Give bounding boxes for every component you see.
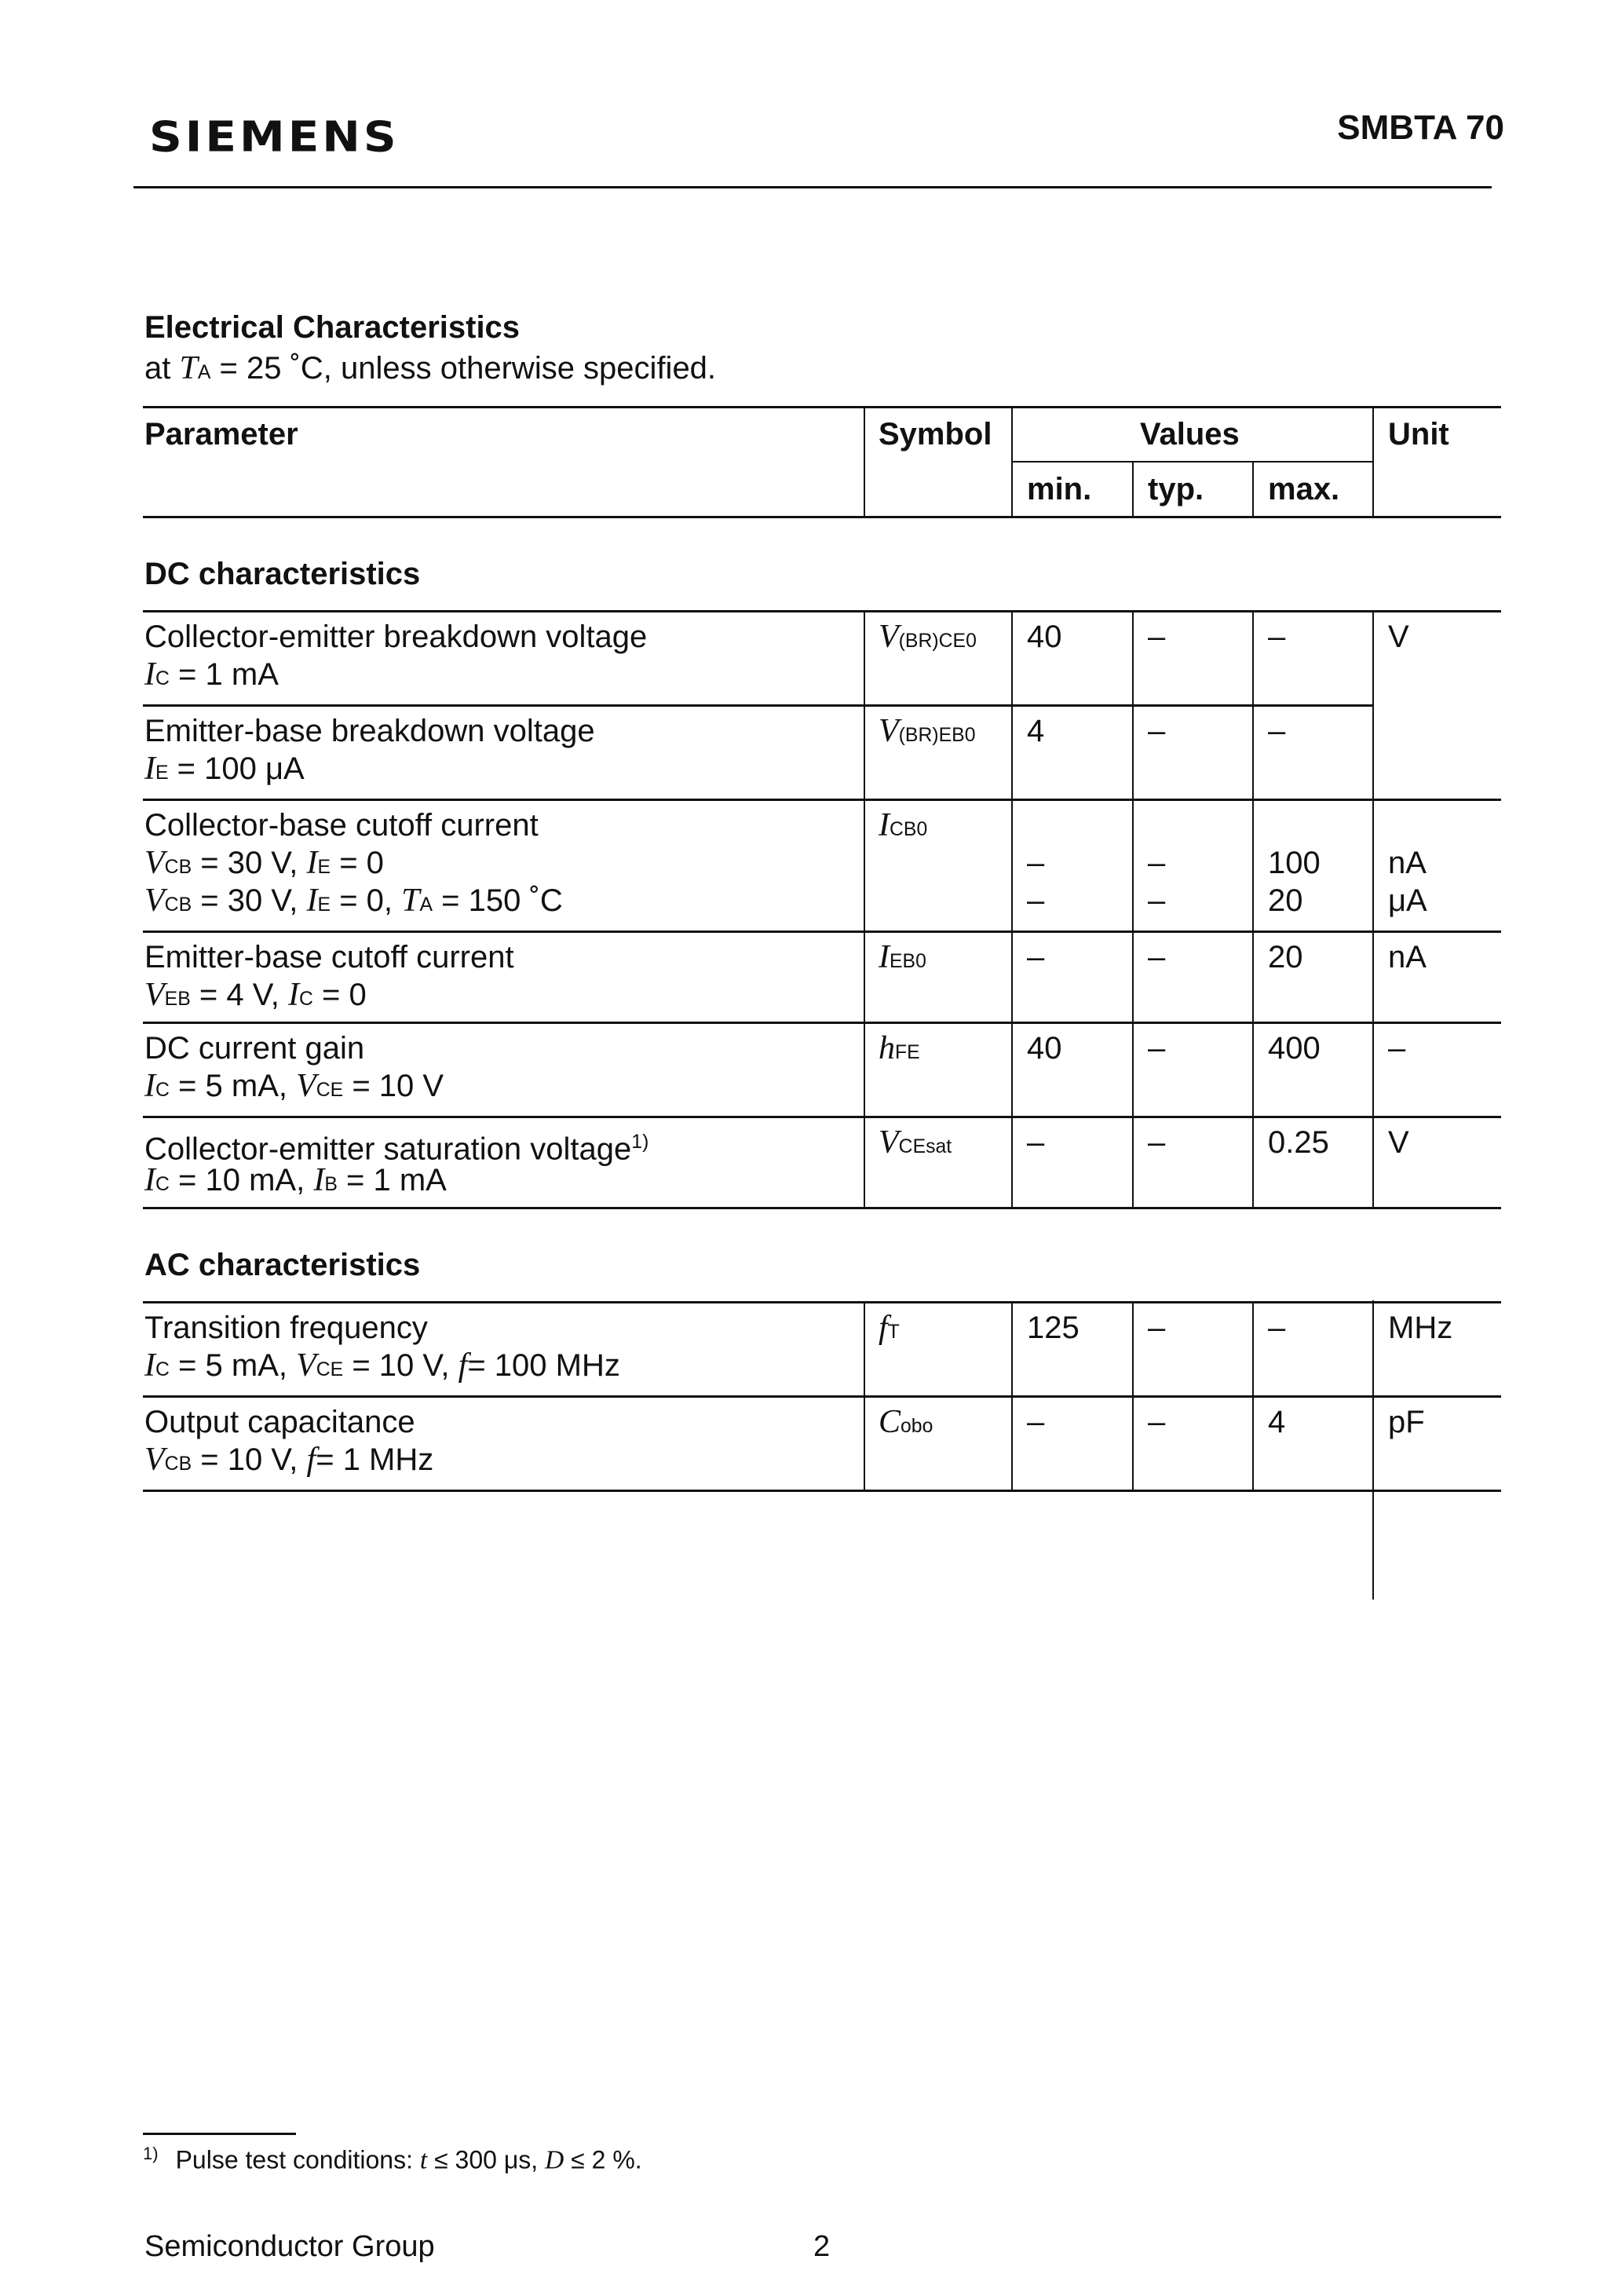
- header-values: Values: [1140, 417, 1240, 452]
- col-divider: [1011, 799, 1013, 930]
- param-name: [144, 1403, 415, 1441]
- cond-text: = 5 mA,: [169, 1348, 297, 1383]
- table-rule: [143, 1301, 1501, 1303]
- col-divider: [1132, 799, 1134, 930]
- cond-sub: CB: [164, 857, 192, 878]
- param-name-text: Output capacitance: [144, 1405, 415, 1439]
- col-divider: [1132, 930, 1134, 1022]
- param-name: [144, 806, 539, 844]
- value-typ: –: [1148, 846, 1166, 880]
- cond-text: = 30 V,: [192, 846, 307, 880]
- value-max-2: 20: [1268, 883, 1303, 918]
- footnote-var-d: D: [545, 2145, 564, 2175]
- value-typ: –: [1148, 1311, 1166, 1345]
- col-divider: [864, 799, 865, 930]
- value-unit: nA: [1388, 940, 1427, 974]
- values-subrule: [1011, 461, 1372, 462]
- col-divider: [1132, 1116, 1134, 1210]
- condition-line: [144, 976, 367, 1018]
- cond-text: = 0,: [331, 883, 402, 918]
- param-name-text: DC current gain: [144, 1031, 365, 1066]
- col-divider: [864, 704, 865, 799]
- condition-line: [144, 844, 384, 887]
- table-rule: [143, 1022, 1501, 1024]
- condition-line: [144, 1161, 447, 1204]
- col-divider: [1011, 704, 1013, 799]
- cond-var: I: [287, 977, 299, 1013]
- table-rule: [143, 799, 1501, 801]
- cond-text: = 150 ˚C: [433, 883, 563, 918]
- symbol-sub: T: [887, 1322, 900, 1343]
- symbol-var: C: [879, 1404, 901, 1440]
- cond-var: V: [144, 977, 165, 1013]
- condition-line: [144, 882, 563, 924]
- col-divider: [1011, 1116, 1013, 1210]
- value-max: 400: [1268, 1031, 1321, 1066]
- header-symbol: Symbol: [879, 417, 992, 452]
- footnote-ref: 1): [631, 1132, 649, 1153]
- symbol-sub: (BR)CE0: [898, 631, 977, 652]
- value-min: 40: [1027, 1031, 1062, 1066]
- table-rule: [143, 406, 1501, 408]
- conditions-line: [144, 349, 716, 387]
- param-name-text: Collector-emitter breakdown voltage: [144, 620, 648, 654]
- cond-sub: C: [155, 1174, 170, 1195]
- header-min: min.: [1027, 472, 1092, 506]
- cond-var: I: [144, 656, 155, 693]
- value-typ: –: [1148, 1031, 1166, 1066]
- symbol-sub: CEsat: [898, 1136, 952, 1157]
- table-rule: [143, 516, 1501, 518]
- cond-text: = 1 MHz: [316, 1442, 434, 1477]
- cond-var: I: [144, 1162, 155, 1198]
- header-unit: Unit: [1388, 417, 1449, 452]
- cond-sub: E: [155, 762, 169, 784]
- value-unit-2: μA: [1388, 883, 1427, 918]
- value-typ: –: [1148, 1125, 1166, 1160]
- param-name-text: Emitter-base cutoff current: [144, 940, 514, 974]
- merged-unit-mask: [1374, 704, 1501, 707]
- cond-var: V: [144, 1442, 165, 1478]
- col-divider: [1011, 1301, 1013, 1395]
- value-typ: –: [1148, 714, 1166, 748]
- value-max: 20: [1268, 940, 1303, 974]
- symbol-var: V: [879, 713, 899, 749]
- document-id: SMBTA 70: [1337, 108, 1504, 147]
- cond-text: = 10 mA,: [169, 1163, 314, 1197]
- cond-var: I: [144, 1068, 155, 1104]
- symbol-sub: FE: [895, 1042, 920, 1063]
- param-name-text: Collector-base cutoff current: [144, 808, 539, 843]
- param-name-text: Transition frequency: [144, 1311, 428, 1345]
- cond-var: T: [179, 350, 198, 386]
- value-min: –: [1027, 940, 1045, 974]
- value-max: –: [1268, 620, 1286, 654]
- symbol: [879, 1029, 920, 1072]
- symbol: [879, 1309, 900, 1351]
- symbol: [879, 618, 977, 660]
- header-parameter: Parameter: [144, 417, 298, 452]
- footnote-text-b: ≤ 300 μs,: [427, 2145, 546, 2174]
- ac-section-title: AC characteristics: [144, 1248, 421, 1282]
- col-divider: [1252, 1395, 1254, 1490]
- cond-var: V: [144, 883, 165, 919]
- table-rule: [143, 704, 1501, 707]
- symbol-var: V: [879, 619, 899, 655]
- table-rule: [143, 610, 1501, 612]
- col-divider: [1132, 704, 1134, 799]
- cond-sub: CB: [164, 1453, 192, 1475]
- table-rule: [143, 1116, 1501, 1118]
- footnote-var-t: t: [419, 2145, 428, 2175]
- symbol-var: f: [879, 1310, 888, 1346]
- col-divider: [864, 1301, 865, 1395]
- value-typ-2: –: [1148, 883, 1166, 918]
- condition-line: [144, 1347, 620, 1389]
- cond-text: = 0: [331, 846, 384, 880]
- cond-sub: E: [317, 894, 331, 916]
- cond-var: V: [144, 845, 165, 881]
- cond-sub: C: [155, 668, 170, 689]
- col-divider: [864, 1116, 865, 1210]
- value-unit: nA: [1388, 846, 1427, 880]
- cond-sub: CE: [316, 1359, 344, 1380]
- col-divider: [864, 1395, 865, 1490]
- cond-sub: C: [155, 1359, 170, 1380]
- header-rule: [133, 186, 1492, 188]
- condition-line: [144, 750, 305, 792]
- value-max: –: [1268, 1311, 1286, 1345]
- value-min: –: [1027, 1125, 1045, 1160]
- cond-sub: EB: [164, 989, 191, 1010]
- cond-sub: CE: [316, 1080, 344, 1101]
- header-max: max.: [1268, 472, 1340, 506]
- table-rule: [143, 1395, 1501, 1398]
- footer-group: Semiconductor Group: [144, 2230, 435, 2263]
- value-min: –: [1027, 1405, 1045, 1439]
- table-rule: [143, 930, 1501, 933]
- col-divider: [1011, 1022, 1013, 1116]
- col-divider: [1011, 1395, 1013, 1490]
- symbol-sub: CB0: [890, 819, 928, 840]
- cond-text: = 100 μA: [168, 751, 305, 786]
- col-divider: [1252, 930, 1254, 1022]
- footnote: [143, 2144, 642, 2176]
- symbol-sub: EB0: [890, 951, 926, 972]
- value-min: –: [1027, 846, 1045, 880]
- col-divider: [1252, 1022, 1254, 1116]
- cond-suffix: = 25 ˚C, unless otherwise specified.: [210, 351, 717, 386]
- cond-text: = 100 MHz: [467, 1348, 620, 1383]
- col-divider: [1372, 610, 1374, 1600]
- symbol-var: I: [879, 939, 890, 975]
- value-max: 0.25: [1268, 1125, 1329, 1160]
- value-max: 100: [1268, 846, 1321, 880]
- value-unit: –: [1388, 1031, 1406, 1066]
- cond-var: I: [306, 845, 318, 881]
- col-divider: [1011, 930, 1013, 1022]
- cond-text: = 1 mA: [337, 1163, 447, 1197]
- siemens-logo: SIEMENS: [149, 112, 400, 162]
- cond-var: I: [144, 1347, 155, 1384]
- cond-text: = 4 V,: [190, 978, 288, 1012]
- value-min-2: –: [1027, 883, 1045, 918]
- param-name-text: Emitter-base breakdown voltage: [144, 714, 595, 748]
- dc-section-title: DC characteristics: [144, 557, 421, 591]
- cond-text: = 10 V,: [192, 1442, 307, 1477]
- col-divider: [1132, 461, 1134, 517]
- col-divider: [1252, 461, 1254, 517]
- cond-var: I: [313, 1162, 325, 1198]
- col-divider: [1252, 1301, 1254, 1395]
- header-typ: typ.: [1148, 472, 1204, 506]
- col-divider: [864, 930, 865, 1022]
- value-min: 4: [1027, 714, 1045, 748]
- cond-var: V: [296, 1347, 316, 1384]
- symbol: [879, 1403, 933, 1446]
- value-unit: V: [1388, 1125, 1409, 1160]
- col-divider: [1252, 1116, 1254, 1210]
- col-divider: [1252, 799, 1254, 930]
- cond-text: = 10 V: [343, 1069, 444, 1103]
- col-divider: [1132, 1301, 1134, 1395]
- col-divider: [864, 1022, 865, 1116]
- cond-text: = 10 V,: [343, 1348, 458, 1383]
- col-divider: [1372, 406, 1374, 517]
- col-divider: [1252, 610, 1254, 704]
- footnote-rule: [143, 2133, 296, 2135]
- cond-var: V: [296, 1068, 316, 1104]
- cond-sub: A: [197, 362, 211, 383]
- symbol-sub: obo: [901, 1416, 933, 1437]
- cond-text: = 30 V,: [192, 883, 307, 918]
- cond-text: = 1 mA: [169, 657, 279, 692]
- cond-sub: C: [155, 1080, 170, 1101]
- condition-line: [144, 1067, 444, 1110]
- col-divider: [1011, 610, 1013, 704]
- symbol: [879, 1124, 952, 1166]
- param-name: [144, 938, 514, 976]
- param-name-text: Collector-emitter saturation voltage: [144, 1132, 632, 1167]
- footnote-mark: 1): [143, 2144, 159, 2163]
- symbol-var: I: [879, 807, 890, 843]
- table-rule: [143, 1490, 1501, 1492]
- footnote-text-a: Pulse test conditions:: [175, 2145, 420, 2174]
- symbol-var: V: [879, 1124, 899, 1161]
- value-typ: –: [1148, 620, 1166, 654]
- value-typ: –: [1148, 940, 1166, 974]
- cond-var: I: [144, 751, 155, 787]
- condition-line: [144, 656, 279, 698]
- cond-sub: CB: [164, 894, 192, 916]
- symbol: [879, 938, 926, 981]
- section-title: Electrical Characteristics: [144, 310, 521, 345]
- col-divider: [1132, 1395, 1134, 1490]
- col-divider: [1252, 704, 1254, 799]
- symbol-var: h: [879, 1030, 895, 1066]
- value-unit: pF: [1388, 1405, 1425, 1439]
- value-min: 40: [1027, 620, 1062, 654]
- param-name: [144, 1029, 364, 1067]
- value-unit: V: [1388, 620, 1409, 654]
- page-number: 2: [813, 2230, 831, 2263]
- col-divider: [864, 406, 865, 517]
- col-divider: [1132, 610, 1134, 704]
- cond-sub: E: [317, 857, 331, 878]
- value-max: –: [1268, 714, 1286, 748]
- cond-var: f: [458, 1347, 468, 1384]
- value-unit: MHz: [1388, 1311, 1453, 1345]
- cond-var: T: [401, 883, 420, 919]
- cond-var: f: [306, 1442, 316, 1478]
- symbol: [879, 712, 976, 755]
- cond-text: = 0: [312, 978, 367, 1012]
- cond-sub: C: [298, 989, 313, 1010]
- value-typ: –: [1148, 1405, 1166, 1439]
- param-name: [144, 712, 595, 750]
- footnote-text-c: ≤ 2 %.: [564, 2145, 642, 2174]
- symbol-sub: (BR)EB0: [898, 725, 976, 746]
- value-max: 4: [1268, 1405, 1286, 1439]
- col-divider: [864, 610, 865, 704]
- param-name: [144, 618, 647, 656]
- cond-sub: B: [324, 1174, 338, 1195]
- cond-text: = 5 mA,: [169, 1069, 297, 1103]
- param-name: [144, 1309, 428, 1347]
- col-divider: [1132, 1022, 1134, 1116]
- cond-var: I: [306, 883, 318, 919]
- condition-line: [144, 1441, 433, 1483]
- value-min: 125: [1027, 1311, 1080, 1345]
- cond-sub: A: [419, 894, 433, 916]
- cond-prefix: at: [144, 351, 180, 386]
- symbol: [879, 806, 927, 849]
